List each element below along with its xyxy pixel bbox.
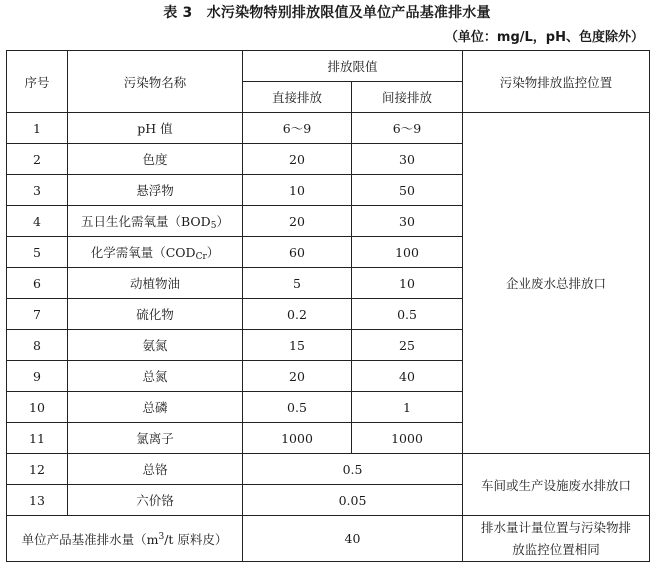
row-pollutant: 硫化物 [68,299,243,330]
row-pollutant: 总氮 [68,361,243,392]
monitor-total-outlet: 企业废水总排放口 [463,113,650,454]
pollutant-tail: ） [206,245,220,260]
row-index: 2 [7,144,68,175]
row-direct: 6～9 [243,113,352,144]
header-pollutant: 污染物名称 [68,51,243,113]
baseline-monitor [463,516,650,562]
table-title: 表 3 水污染物特别排放限值及单位产品基准排水量 [163,5,491,21]
header-indirect: 间接排放 [352,82,463,113]
row-pollutant [68,237,243,268]
row-direct: 0.2 [243,299,352,330]
row-direct: 1000 [243,423,352,454]
row-indirect: 1 [352,392,463,423]
row-pollutant: 悬浮物 [68,175,243,206]
row-indirect: 50 [352,175,463,206]
row-indirect: 30 [352,206,463,237]
row-indirect: 6～9 [352,113,463,144]
baseline-monitor-line2: 放监控位置相同 [512,541,600,557]
row-indirect: 25 [352,330,463,361]
row-direct: 15 [243,330,352,361]
row-pollutant: 总磷 [68,392,243,423]
row-indirect: 1000 [352,423,463,454]
row-pollutant: 动植物油 [68,268,243,299]
pollutant-text: 五日生化需氧量（BOD [81,214,211,229]
baseline-label-post: /t 原料皮） [164,531,228,547]
row-pollutant: 总铬 [68,454,243,485]
row-pollutant: 色度 [68,144,243,175]
row-index: 12 [7,454,68,485]
baseline-label-pre: 单位产品基准排水量（m [21,531,159,547]
row-index: 9 [7,361,68,392]
row-direct: 20 [243,206,352,237]
row-merged-limit: 0.5 [243,454,463,485]
row-index: 13 [7,485,68,516]
emission-limits-table [6,50,650,562]
row-pollutant: 六价铬 [68,485,243,516]
row-merged-limit: 0.05 [243,485,463,516]
unit-note: （单位：mg/L，pH、色度除外） [444,30,644,45]
baseline-row [7,516,650,562]
table-row [7,454,650,485]
row-index: 3 [7,175,68,206]
row-index: 1 [7,113,68,144]
row-index: 7 [7,299,68,330]
pollutant-tail: ） [216,214,229,229]
monitor-workshop-outlet: 车间或生产设施废水排放口 [463,454,650,516]
row-indirect: 40 [352,361,463,392]
baseline-monitor-line1: 排水量计量位置与污染物排 [481,519,632,535]
row-direct: 60 [243,237,352,268]
row-index: 11 [7,423,68,454]
header-direct: 直接排放 [243,82,352,113]
pollutant-text: 化学需氧量（COD [90,245,196,260]
row-pollutant: 氯离子 [68,423,243,454]
subscript: Cr [195,252,207,262]
header-index: 序号 [7,51,68,113]
row-pollutant [68,206,243,237]
row-direct: 20 [243,361,352,392]
row-index: 5 [7,237,68,268]
superscript: 3 [158,531,165,542]
row-direct: 10 [243,175,352,206]
row-index: 6 [7,268,68,299]
row-indirect: 30 [352,144,463,175]
row-indirect: 10 [352,268,463,299]
row-pollutant: 氨氮 [68,330,243,361]
header-limit: 排放限值 [243,51,463,82]
row-indirect: 100 [352,237,463,268]
row-index: 4 [7,206,68,237]
table-row [7,113,650,144]
row-direct: 5 [243,268,352,299]
row-indirect: 0.5 [352,299,463,330]
row-index: 10 [7,392,68,423]
baseline-value: 40 [243,516,463,562]
row-pollutant: pH 值 [68,113,243,144]
row-index: 8 [7,330,68,361]
subscript: 5 [210,221,217,231]
baseline-label [7,516,243,562]
row-direct: 0.5 [243,392,352,423]
row-direct: 20 [243,144,352,175]
header-monitor: 污染物排放监控位置 [463,51,650,113]
